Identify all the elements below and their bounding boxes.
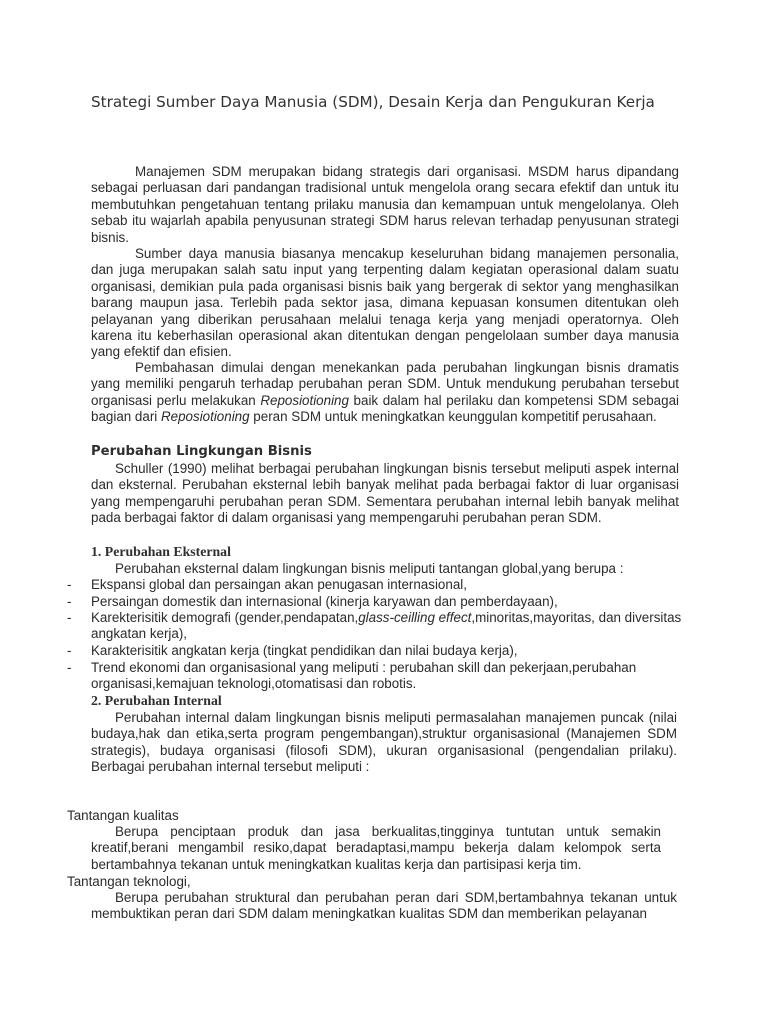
bullet-text: Ekspansi global dan persaingan akan penugasan internasional, (91, 577, 467, 592)
bullet-item (67, 594, 687, 610)
reposiotioning-term-1: Reposiotioning (260, 392, 349, 408)
reposiotioning-term-2: Reposiotioning (160, 409, 250, 425)
bullet-text: Karakterisitik angkatan kerja (tingkat pendidikan dan nilai budaya kerja), (91, 643, 518, 658)
paragraph-schuller-text: Schuller (1990) melihat berbagai perubahan lingkungan bisnis tersebut meliputi aspek internal dan eksternal. Perubahan eksternal lebih banyak melihat pada berbagai faktor di luar organisasi yang mempengaruhi perubahan peran SDM. Sementara perubahan internal lebih banyak melihat pada berbagai faktor di dalam organisasi yang mempengaruhi perubahan peran SDM. (91, 461, 679, 526)
bullet-dash: - (67, 594, 72, 609)
bullet-dash: - (67, 577, 72, 592)
bullet-text: Trend ekonomi dan organisasional yang meliputi : perubahan skill dan pekerjaan,perubahan organisasi,kemajuan teknologi,otomatisasi dan robotis. (91, 660, 637, 692)
bullet-item (67, 577, 687, 593)
paragraph-sdm-scope-text: Sumber daya manusia biasanya mencakup keseluruhan bidang manajemen personalia, dan juga merupakan salah satu input yang terpenting dalam kegiatan operasional dalam suatu organisasi, demikian pula pada organisasi bisnis baik yang bergerak di sektor yang menghasilkan barang maupun jasa. Terlebih pada sektor jasa, dimana kepuasan konsumen ditentukan oleh pelayanan yang diberikan perusahaan melalui tenaga kerja yang menjadi operatornya. Oleh karena itu keberhasilan operasional akan ditentukan dengan pengelolaan sumber daya manusia yang efektif dan efisien. (91, 246, 679, 360)
bullet-item (67, 643, 687, 659)
paragraph-intro-text: Manajemen SDM merupakan bidang strategis dari organisasi. MSDM harus dipandang sebagai perluasan dari pandangan tradisional untuk mengelola orang secara efektif dan untuk itu membutuhkan pengetahuan tentang prilaku manusia dan kemampuan untuk mengelolanya. Oleh sebab itu wajarlah apabila penyusunan strategi SDM harus relevan terhadap penyusunan strategi bisnis. (91, 164, 679, 245)
subheading-tantangan-teknologi: Tantangan teknologi, (67, 874, 191, 889)
paragraph-tantangan-teknologi (91, 890, 677, 923)
bullet-dash: - (67, 610, 72, 625)
subheading-tantangan-kualitas: Tantangan kualitas (67, 808, 179, 823)
paragraph-internal-text: Perubahan internal dalam lingkungan bisnis meliputi permasalahan manajemen puncak (nilai budaya,hak dan etika,serta program pengembangan),struktur organisasional (Manajemen SDM strategis), budaya organisasi (filosofi SDM), ukuran organisasional (pengendalian prilaku). Berbagai perubahan internal tersebut meliputi : (91, 710, 677, 775)
paragraph-discussion (91, 360, 679, 426)
paragraph-discussion-text-3: peran SDM untuk meningkatkan keunggulan kompetitif perusahaan. (249, 409, 657, 425)
paragraph-eksternal-intro: Perubahan eksternal dalam lingkungan bisnis meliputi tantangan global,yang berupa : (115, 561, 624, 576)
bullet-item (67, 660, 687, 693)
paragraph-schuller (91, 461, 679, 527)
bullet-item (67, 610, 687, 643)
paragraph-tantangan-kualitas-text: Berupa penciptaan produk dan jasa berkualitas,tingginya tuntutan untuk semakin kreatif,berani mengambil resiko,dapat beradaptasi,mampu bekerja dalam kelompok serta bertambahnya tekanan untuk meningkatkan kualitas kerja dan partisipasi kerja tim. (91, 824, 661, 872)
document-title: Strategi Sumber Daya Manusia (SDM), Desain Kerja dan Pengukuran Kerja (91, 93, 655, 111)
paragraph-discussion-text-1: Pembahasan dimulai dengan menekankan pada perubahan lingkungan bisnis dramatis yang memiliki pengaruh terhadap perubahan peran SDM. Untuk mendukung perubahan tersebut organisasi perlu melakukan (91, 360, 679, 408)
paragraph-internal (91, 710, 677, 776)
glass-ceilling-term: glass-ceilling effect (358, 610, 472, 625)
bullet-text-part-1: Karekterisitik demografi (gender,pendapatan, (91, 610, 359, 625)
bullet-text: Persaingan domestik dan internasional (kinerja karyawan dan pemberdayaan), (91, 594, 558, 609)
bullet-text (91, 610, 687, 643)
heading-perubahan-eksternal: 1. Perubahan Eksternal (91, 544, 231, 559)
paragraph-intro (91, 164, 679, 246)
heading-perubahan-internal: 2. Perubahan Internal (91, 693, 222, 708)
bullet-dash: - (67, 660, 72, 675)
heading-perubahan-lingkungan-bisnis: Perubahan Lingkungan Bisnis (91, 444, 312, 459)
paragraph-sdm-scope (91, 246, 679, 361)
paragraph-tantangan-teknologi-text: Berupa perubahan struktural dan perubahan peran dari SDM,bertambahnya tekanan untuk membuktikan peran dari SDM dalam meningkatkan kualitas SDM dan memberikan pelayanan (91, 890, 677, 922)
bullet-text-part-2: ,minoritas,mayoritas, dan diversitas angkatan kerja), (91, 610, 682, 642)
paragraph-tantangan-kualitas (91, 824, 661, 873)
bullet-dash: - (67, 643, 72, 658)
paragraph-discussion-text-2: baik dalam hal perilaku dan kompetensi SDM sebagai bagian dari (91, 392, 679, 425)
